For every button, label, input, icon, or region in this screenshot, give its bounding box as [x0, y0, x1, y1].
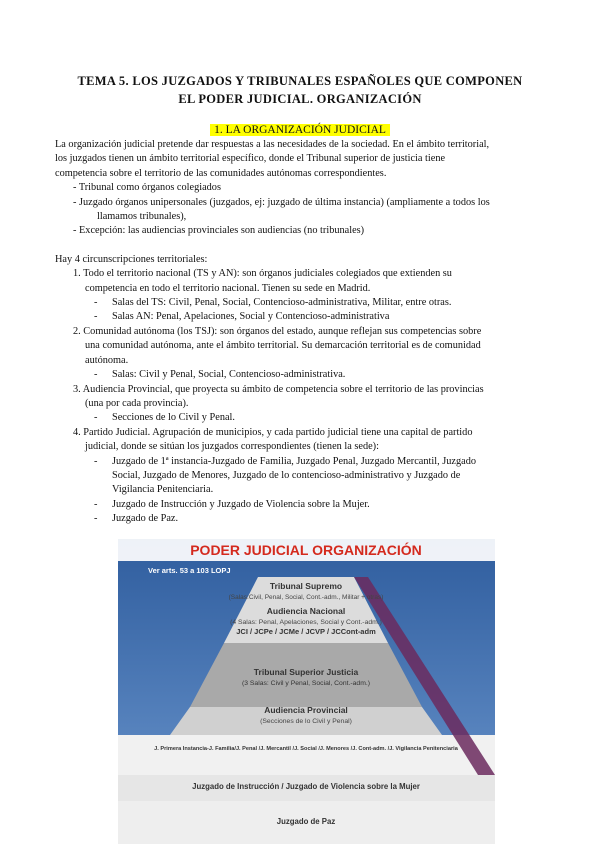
an-title: Audiencia Nacional: [266, 606, 346, 616]
bullet-mark: -: [94, 369, 98, 381]
bullet-mark: -: [94, 297, 98, 309]
document-body: [55, 138, 545, 527]
pyramid-figure: [118, 539, 495, 844]
list-item-3: 3. Audiencia Provincial, que proyecta su ámbito de competencia sobre el territorio de las provincias: [73, 383, 484, 395]
band-base-courts: [118, 735, 495, 775]
bullet-mark: -: [94, 412, 98, 424]
list-item-2: 2. Comunidad autónoma (los TSJ): son órganos del estado, aunque reflejan sus competencias sobre: [73, 325, 482, 337]
title-line-2: EL PODER JUDICIAL. ORGANIZACIÓN: [178, 92, 422, 106]
sub-bullet: - Salas AN: Penal, Apelaciones, Social y Contencioso-administrativa: [55, 310, 545, 324]
sub-bullet-cont: Social, Juzgado de Menores, Juzgado de lo contencioso-administrativo y Juzgado de: [112, 469, 461, 481]
section-heading-highlight: 1. LA ORGANIZACIÓN JUDICIAL: [210, 124, 390, 136]
list-item-1-cont: competencia en todo el territorio nacional. Tienen su sede en Madrid.: [85, 282, 371, 294]
ts-title: Tribunal Supremo: [269, 581, 343, 591]
sub-bullet: - Juzgado de 1ª instancia-Juzgado de Familia, Juzgado Penal, Juzgado Mercantil, Juzgado: [55, 455, 545, 469]
list-item-2-cont: autónoma.: [85, 354, 129, 366]
page-title: [60, 72, 540, 108]
intro-dash-item-cont: llamamos tribunales),: [97, 211, 187, 223]
ts-sub: (Salas:Civil, Penal, Social, Cont.-adm., Militar + otras): [228, 594, 384, 601]
figure-ref: Ver arts. 53 a 103 LOPJ: [148, 566, 231, 575]
sub-bullet: - Secciones de lo Civil y Penal.: [55, 411, 545, 425]
tsj-sub: (3 Salas: Civil y Penal, Social, Cont.-adm.): [241, 680, 371, 687]
intro-line: La organización judicial pretende dar respuestas a las necesidades de la sociedad. En el ámbito territorial,: [55, 139, 490, 150]
figure-heading: PODER JUDICIAL ORGANIZACIÓN: [190, 542, 422, 558]
list-item-1: 1. Todo el territorio nacional (TS y AN): son órganos judiciales colegiados que extienden su: [73, 268, 452, 280]
list-item-4-cont: judicial, donde se sitúan los juzgados correspondientes (tienen la sede):: [85, 441, 379, 453]
intro-dash-item: - Juzgado órganos unipersonales (juzgados, ej: juzgado de última instancia) (ampliamente a todos los: [73, 196, 490, 208]
spacer: [55, 239, 545, 253]
pyramid-svg: [118, 539, 495, 844]
tsj-title: Tribunal Superior Justicia: [253, 667, 359, 677]
ap-title: Audiencia Provincial: [264, 705, 348, 715]
sub-bullet: - Salas del TS: Civil, Penal, Social, Contencioso-administrativa, Militar, entre otras.: [55, 296, 545, 310]
intro-line: los juzgados tienen un ámbito territorial específico, donde el Tribunal superior de justicia tiene: [55, 153, 446, 165]
an-sub: (4 Salas: Penal, Apelaciones, Social y Cont.-adm.): [230, 619, 382, 626]
paz-label: Juzgado de Paz: [276, 817, 336, 826]
base-courts: J. Primera Instancia-J. Familia/J. Penal /J. Mercantil /J. Social /J. Menores /J. Cont-adm. /J. Vigilancia Penitenciaria: [154, 746, 458, 752]
list-item-3-cont: (una por cada provincia).: [85, 397, 189, 409]
bullet-mark: -: [94, 311, 98, 323]
sub-bullet: - Juzgado de Instrucción y Juzgado de Violencia sobre la Mujer.: [55, 498, 545, 512]
instruccion-label: Juzgado de Instrucción / Juzgado de Violencia sobre la Mujer: [192, 782, 420, 791]
bullet-mark: -: [94, 455, 98, 467]
intro-dash-item: - Tribunal como órganos colegiados: [73, 182, 221, 194]
intro-line: competencia sobre el territorio de las comunidades autónomas correspondientes.: [55, 167, 387, 179]
circunscripciones-lead: Hay 4 circunscripciones territoriales:: [55, 253, 208, 265]
an-courts: JCI / JCPe / JCMe / JCVP / JCCont-adm: [236, 627, 376, 636]
bullet-mark: -: [94, 513, 98, 525]
intro-dash-item: - Excepción: las audiencias provinciales son audiencias (no tribunales): [73, 225, 365, 237]
list-item-4: 4. Partido Judicial. Agrupación de municipios, y cada partido judicial tiene una capital de partido: [73, 426, 473, 438]
title-line-1: TEMA 5. LOS JUZGADOS Y TRIBUNALES ESPAÑOLES QUE COMPONEN: [77, 74, 523, 88]
ap-sub: (Secciones de lo Civil y Penal): [260, 718, 352, 725]
sub-bullet: - Salas: Civil y Penal, Social, Contencioso-administrativa.: [55, 368, 545, 382]
sub-bullet-cont: Vigilancia Penitenciaria.: [112, 484, 214, 496]
section-heading: [0, 123, 600, 137]
bullet-mark: -: [94, 498, 98, 510]
sub-bullet: - Juzgado de Paz.: [55, 512, 545, 526]
list-item-2-cont: una comunidad autónoma, ante el ámbito territorial. Su demarcación territorial es de comunidad: [85, 340, 481, 352]
